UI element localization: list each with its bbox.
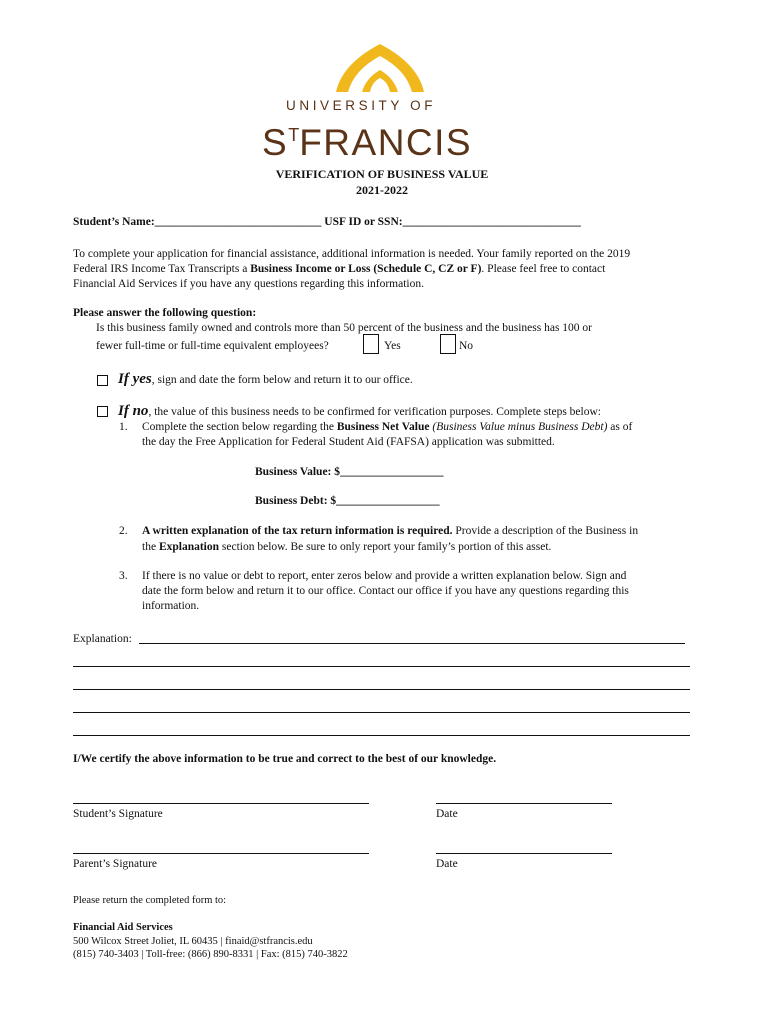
form-title: VERIFICATION OF BUSINESS VALUE (275, 167, 489, 181)
explanation-line[interactable] (73, 712, 690, 713)
step-3-line-1: If there is no value or debt to report, enter zeros below and provide a written explanation below. Sign and (142, 570, 627, 582)
yes-label: Yes (384, 340, 401, 352)
step-3-line-2: date the form below and return it to our office. Contact our office if you have any questions regarding this (142, 585, 629, 597)
step-2-number: 2. (119, 525, 128, 537)
parent-date-label: Date (436, 858, 458, 870)
step-3-line-3: information. (142, 600, 200, 612)
id-field[interactable]: _______________________________ (402, 216, 581, 228)
form-year: 2021-2022 (356, 183, 408, 197)
logo-st-francis: $S^TFRANCIS$ (262, 122, 473, 163)
question-heading: Please answer the following question: (73, 307, 257, 319)
no-checkbox[interactable] (440, 334, 456, 354)
business-debt-field[interactable]: __________________ (336, 495, 440, 507)
no-label: No (459, 340, 474, 352)
if-no-bullet-icon (97, 406, 108, 417)
logo-arch-icon (332, 42, 428, 94)
certification-statement: I/We certify the above information to be true and correct to the best of our knowledge. (73, 753, 497, 765)
intro-line-1: To complete your application for financial assistance, additional information is needed. Your family reported on the 2019 (73, 248, 631, 260)
step-2-line-2: the Explanation section below. Be sure to only report your family’s portion of this asset. (142, 541, 552, 553)
business-value-label: Business Value: $ (255, 466, 341, 478)
student-signature-line[interactable] (73, 803, 369, 804)
student-name-row (73, 215, 581, 230)
parent-signature-label: Parent’s Signature (73, 858, 157, 870)
intro-line-2: Federal IRS Income Tax Transcripts a Business Income or Loss (Schedule C, CZ or F). Please feel free to contact (73, 263, 606, 275)
business-value-field[interactable]: __________________ (340, 466, 444, 478)
logo-university-of: UNIVERSITY OF (286, 98, 437, 113)
business-debt-label: Business Debt: $ (255, 495, 337, 507)
step-2-line-1: A written explanation of the tax return information is required. Provide a description of the Business in (142, 525, 639, 537)
office-phones: (815) 740-3403 | Toll-free: (866) 890-8331 | Fax: (815) 740-3822 (73, 949, 348, 960)
explanation-label: Explanation: (73, 633, 132, 645)
parent-date-line[interactable] (436, 853, 612, 854)
business-debt-row (255, 494, 440, 509)
if-yes-bullet-icon (97, 375, 108, 386)
if-no-line: If no, the value of this business needs to be confirmed for verification purposes. Complete steps below: (118, 403, 601, 419)
business-value-row (255, 465, 444, 480)
question-line-2: fewer full-time or full-time equivalent employees? (96, 340, 329, 352)
office-name: Financial Aid Services (73, 922, 173, 933)
yes-checkbox[interactable] (363, 334, 379, 354)
step-1-line-1: Complete the section below regarding the Business Net Value (Business Value minus Business Debt) as of (142, 421, 633, 433)
step-3-number: 3. (119, 570, 128, 582)
student-name-field[interactable]: _____________________________ (154, 216, 322, 228)
explanation-line[interactable] (73, 689, 690, 690)
student-signature-label: Student’s Signature (73, 808, 163, 820)
return-instruction: Please return the completed form to: (73, 895, 227, 906)
parent-signature-line[interactable] (73, 853, 369, 854)
student-date-line[interactable] (436, 803, 612, 804)
step-1-line-2: the day the Free Application for Federal Student Aid (FAFSA) application was submitted. (142, 436, 555, 448)
office-address: 500 Wilcox Street Joliet, IL 60435 | finaid@stfrancis.edu (73, 936, 313, 947)
step-1-number: 1. (119, 421, 128, 433)
student-date-label: Date (436, 808, 458, 820)
intro-line-3: Financial Aid Services if you have any questions regarding this information. (73, 278, 424, 290)
student-name-label: Student’s Name: (73, 216, 155, 228)
question-line-1: Is this business family owned and controls more than 50 percent of the business and the business has 100 or (96, 322, 593, 334)
id-label: USF ID or SSN: (324, 216, 403, 228)
if-yes-line: If yes, sign and date the form below and return it to our office. (118, 371, 413, 387)
explanation-line[interactable] (73, 735, 690, 736)
explanation-line[interactable] (139, 643, 685, 644)
explanation-line[interactable] (73, 666, 690, 667)
